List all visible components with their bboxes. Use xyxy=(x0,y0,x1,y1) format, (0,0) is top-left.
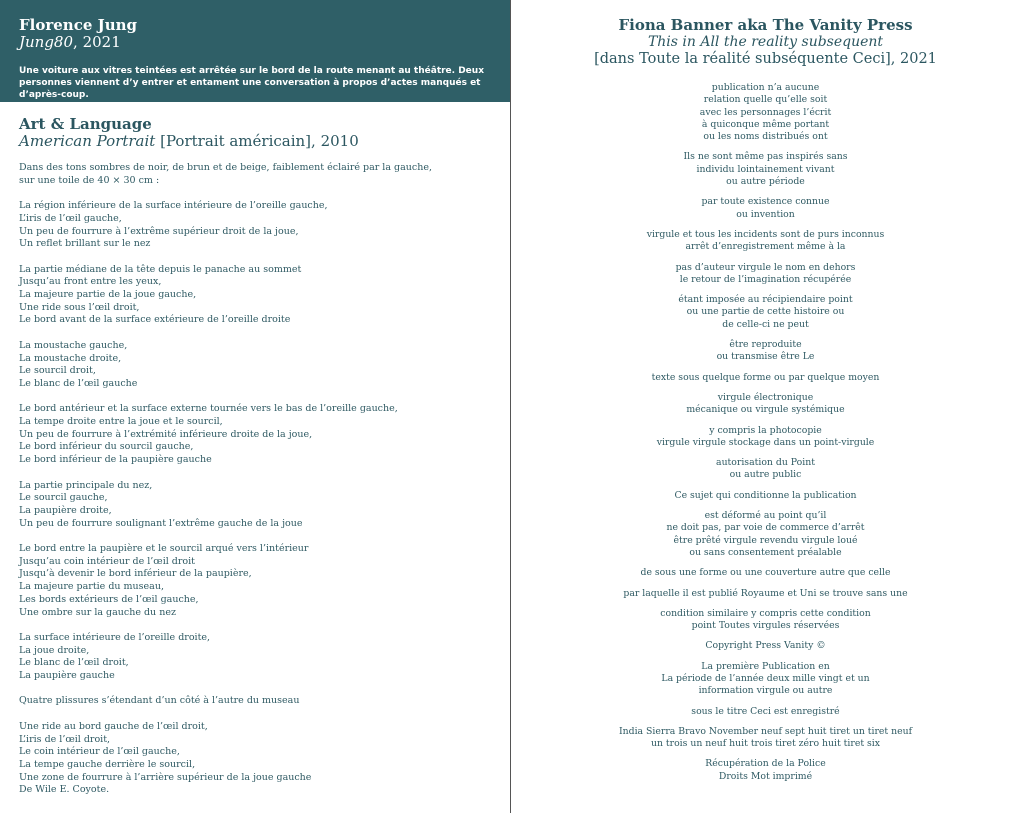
text-line: le retour de l’imagination récupérée xyxy=(679,273,852,285)
text-line: de sous une forme ou une couverture autre que celle xyxy=(640,567,891,579)
text-line: La surface intérieure de l’oreille droite, xyxy=(19,631,211,643)
banner-artist: Florence Jung xyxy=(19,16,138,34)
banner-description: Une voiture aux vitres teintées est arrêtée sur le bord de la route menant au théâtre. Deux personnes viennent d’y entrer et entament une conversation à propos d’actes manqués et d’après-coup. xyxy=(19,66,484,100)
text-line: Le coin intérieur de l’œil gauche, xyxy=(19,746,180,758)
banner-title xyxy=(19,33,121,51)
text-line: Dans des tons sombres de noir, de brun et de beige, faiblement éclairé par la gauche, xyxy=(19,162,432,173)
paragraph xyxy=(511,567,1020,579)
text-line: ou autre période xyxy=(726,176,805,188)
paragraph xyxy=(511,726,1020,751)
text-line: individu lointainement vivant xyxy=(696,163,835,175)
left-body-text xyxy=(19,162,499,810)
text-line: Ce sujet qui conditionne la publication xyxy=(674,489,857,501)
text-line: Le blanc de l’œil droit, xyxy=(19,657,129,669)
paragraph xyxy=(511,294,1020,331)
text-line: Les bords extérieurs de l’œil gauche, xyxy=(19,593,199,605)
section-title-rest: [Portrait américain], 2010 xyxy=(155,132,359,150)
text-line: information virgule ou autre xyxy=(698,685,833,697)
text-line: Jusqu’à devenir le bord inférieur de la paupière, xyxy=(19,568,252,580)
text-line: Ils ne sont même pas inspirés sans xyxy=(683,151,848,163)
text-line: La moustache droite, xyxy=(19,352,122,364)
paragraph xyxy=(511,425,1020,450)
text-line: L’iris de l’œil droit, xyxy=(19,733,111,745)
text-line: être prêté virgule revendu virgule loué xyxy=(673,534,858,546)
paragraph xyxy=(511,608,1020,633)
text-line: La région inférieure de la surface intérieure de l’oreille gauche, xyxy=(19,200,328,212)
text-line: Jusqu’au front entre les yeux, xyxy=(19,276,162,288)
text-line: La partie principale du nez, xyxy=(19,479,153,491)
text-line: ou transmise être Le xyxy=(716,351,815,363)
right-body-text xyxy=(511,82,1020,791)
paragraph xyxy=(511,229,1020,254)
paragraph xyxy=(19,695,499,708)
text-line: avec les personnages l’écrit xyxy=(699,106,832,118)
text-line: La majeure partie de la joue gauche, xyxy=(19,289,197,300)
text-line: La moustache gauche, xyxy=(19,339,128,351)
text-line: ou les noms distribués ont xyxy=(703,131,828,143)
text-line: Une ombre sur la gauche du nez xyxy=(19,606,176,618)
text-line: sous le titre Ceci est enregistré xyxy=(691,705,840,717)
paragraph xyxy=(19,264,499,328)
text-line: virgule et tous les incidents sont de purs inconnus xyxy=(646,228,885,240)
text-line: Une ride au bord gauche de l’œil droit, xyxy=(19,720,208,732)
text-line: Jusqu’au coin intérieur de l’œil droit xyxy=(19,555,195,567)
paragraph xyxy=(19,721,499,797)
paragraph xyxy=(511,490,1020,502)
banner-title-year: , 2021 xyxy=(73,33,121,51)
paragraph xyxy=(19,543,499,619)
header-banner xyxy=(0,0,510,102)
paragraph xyxy=(511,196,1020,221)
paragraph xyxy=(511,706,1020,718)
text-line: Le sourcil droit, xyxy=(19,365,96,377)
paragraph xyxy=(19,632,499,683)
paragraph xyxy=(511,372,1020,384)
text-line: Le bord entre la paupière et le sourcil arqué vers l’intérieur xyxy=(19,543,309,554)
text-line: Récupération de la Police xyxy=(705,758,826,770)
text-line: texte sous quelque forme ou par quelque moyen xyxy=(651,371,880,383)
text-line: La majeure partie du museau, xyxy=(19,581,164,593)
text-line: est déformé au point qu’il xyxy=(704,510,827,522)
text-line: Un peu de fourrure soulignant l’extrême gauche de la joue xyxy=(19,517,303,529)
text-line: Quatre plissures s’étendant d’un côté à l’autre du museau xyxy=(19,695,300,707)
text-line: sur une toile de 40 × 30 cm : xyxy=(19,174,160,186)
text-line: ou autre public xyxy=(729,469,802,481)
text-line: La partie médiane de la tête depuis le panache au sommet xyxy=(19,263,302,275)
text-line: pas d’auteur virgule le nom en dehors xyxy=(675,261,856,273)
text-line: par laquelle il est publié Royaume et Uni se trouve sans une xyxy=(623,587,908,599)
paragraph xyxy=(511,588,1020,600)
paragraph xyxy=(511,151,1020,188)
text-line: y compris la photocopie xyxy=(709,424,822,436)
text-line: de celle-ci ne peut xyxy=(722,318,809,330)
paragraph xyxy=(19,340,499,391)
text-line: étant imposée au récipiendaire point xyxy=(678,294,853,306)
banner-title-italic: Jung80 xyxy=(19,33,74,51)
text-line: L’iris de l’œil gauche, xyxy=(19,212,122,224)
text-line: publication n’a aucune xyxy=(711,82,820,93)
paragraph xyxy=(511,661,1020,698)
text-line: Le blanc de l’œil gauche xyxy=(19,377,138,389)
text-line: Droits Mot imprimé xyxy=(718,770,813,782)
text-line: autorisation du Point xyxy=(716,457,815,469)
text-line: Un reflet brillant sur le nez xyxy=(19,238,151,250)
text-line: Le bord avant de la surface extérieure de l’oreille droite xyxy=(19,314,291,326)
text-line: La joue droite, xyxy=(19,644,90,656)
text-line: Le bord antérieur et la surface externe tournée vers le bas de l’oreille gauche, xyxy=(19,403,398,415)
paragraph xyxy=(511,640,1020,652)
text-line: par toute existence connue xyxy=(701,196,830,208)
text-line: La paupière gauche xyxy=(19,670,115,682)
paragraph xyxy=(19,480,499,531)
text-line: ou invention xyxy=(736,208,795,220)
paragraph xyxy=(19,403,499,467)
text-line: ne doit pas, par voie de commerce d’arrêt xyxy=(666,522,865,534)
paragraph xyxy=(511,392,1020,417)
text-line: mécanique ou virgule systémique xyxy=(686,404,845,416)
text-line: être reproduite xyxy=(729,339,802,351)
paragraph xyxy=(511,339,1020,364)
text-line: India Sierra Bravo November neuf sept huit tiret un tiret neuf xyxy=(618,725,913,737)
text-line: à quiconque même portant xyxy=(701,118,830,130)
text-line: virgule virgule stockage dans un point-virgule xyxy=(656,436,875,448)
text-line: Une zone de fourrure à l’arrière supérieur de la joue gauche xyxy=(19,771,312,783)
text-line: relation quelle qu’elle soit xyxy=(703,94,828,106)
paragraph xyxy=(511,510,1020,559)
section-artist: Art & Language xyxy=(19,115,152,133)
paragraph xyxy=(511,758,1020,783)
right-title: This in All the reality subsequent xyxy=(647,34,884,50)
right-page xyxy=(511,0,1020,813)
text-line: Le bord inférieur du sourcil gauche, xyxy=(19,441,194,453)
right-subtitle: [dans Toute la réalité subséquente Ceci], 2021 xyxy=(594,51,937,67)
text-line: La première Publication en xyxy=(701,660,830,672)
paragraph xyxy=(511,262,1020,287)
text-line: La tempe droite entre la joue et le sourcil, xyxy=(19,416,223,427)
text-line: Un peu de fourrure à l’extrémité inférieure droite de la joue, xyxy=(19,428,313,440)
section-title xyxy=(19,132,359,150)
text-line: Un peu de fourrure à l’extrême supérieur droit de la joue, xyxy=(19,225,299,237)
text-line: Copyright Press Vanity © xyxy=(705,640,826,652)
text-line: ou une partie de cette histoire ou xyxy=(686,306,845,318)
text-line: arrêt d’enregistrement même à la xyxy=(685,241,846,253)
right-artist: Fiona Banner aka The Vanity Press xyxy=(618,16,913,34)
text-line: Une ride sous l’œil droit, xyxy=(19,301,140,313)
text-line: Le sourcil gauche, xyxy=(19,492,108,504)
paragraph xyxy=(19,162,499,187)
text-line: condition similaire y compris cette condition xyxy=(660,607,871,619)
paragraph xyxy=(511,457,1020,482)
text-line: ou sans consentement préalable xyxy=(689,546,842,558)
text-line: point Toutes virgules réservées xyxy=(691,620,840,632)
section-title-italic: American Portrait xyxy=(19,132,156,150)
text-line: De Wile E. Coyote. xyxy=(19,784,110,796)
text-line: La période de l’année deux mille vingt et un xyxy=(661,672,870,684)
paragraph xyxy=(19,200,499,251)
paragraph xyxy=(511,82,1020,143)
text-line: un trois un neuf huit trois tiret zéro huit tiret six xyxy=(650,738,881,750)
text-line: Le bord inférieur de la paupière gauche xyxy=(19,454,212,466)
text-line: virgule électronique xyxy=(717,391,814,403)
text-line: La paupière droite, xyxy=(19,504,112,516)
text-line: La tempe gauche derrière le sourcil, xyxy=(19,758,196,770)
